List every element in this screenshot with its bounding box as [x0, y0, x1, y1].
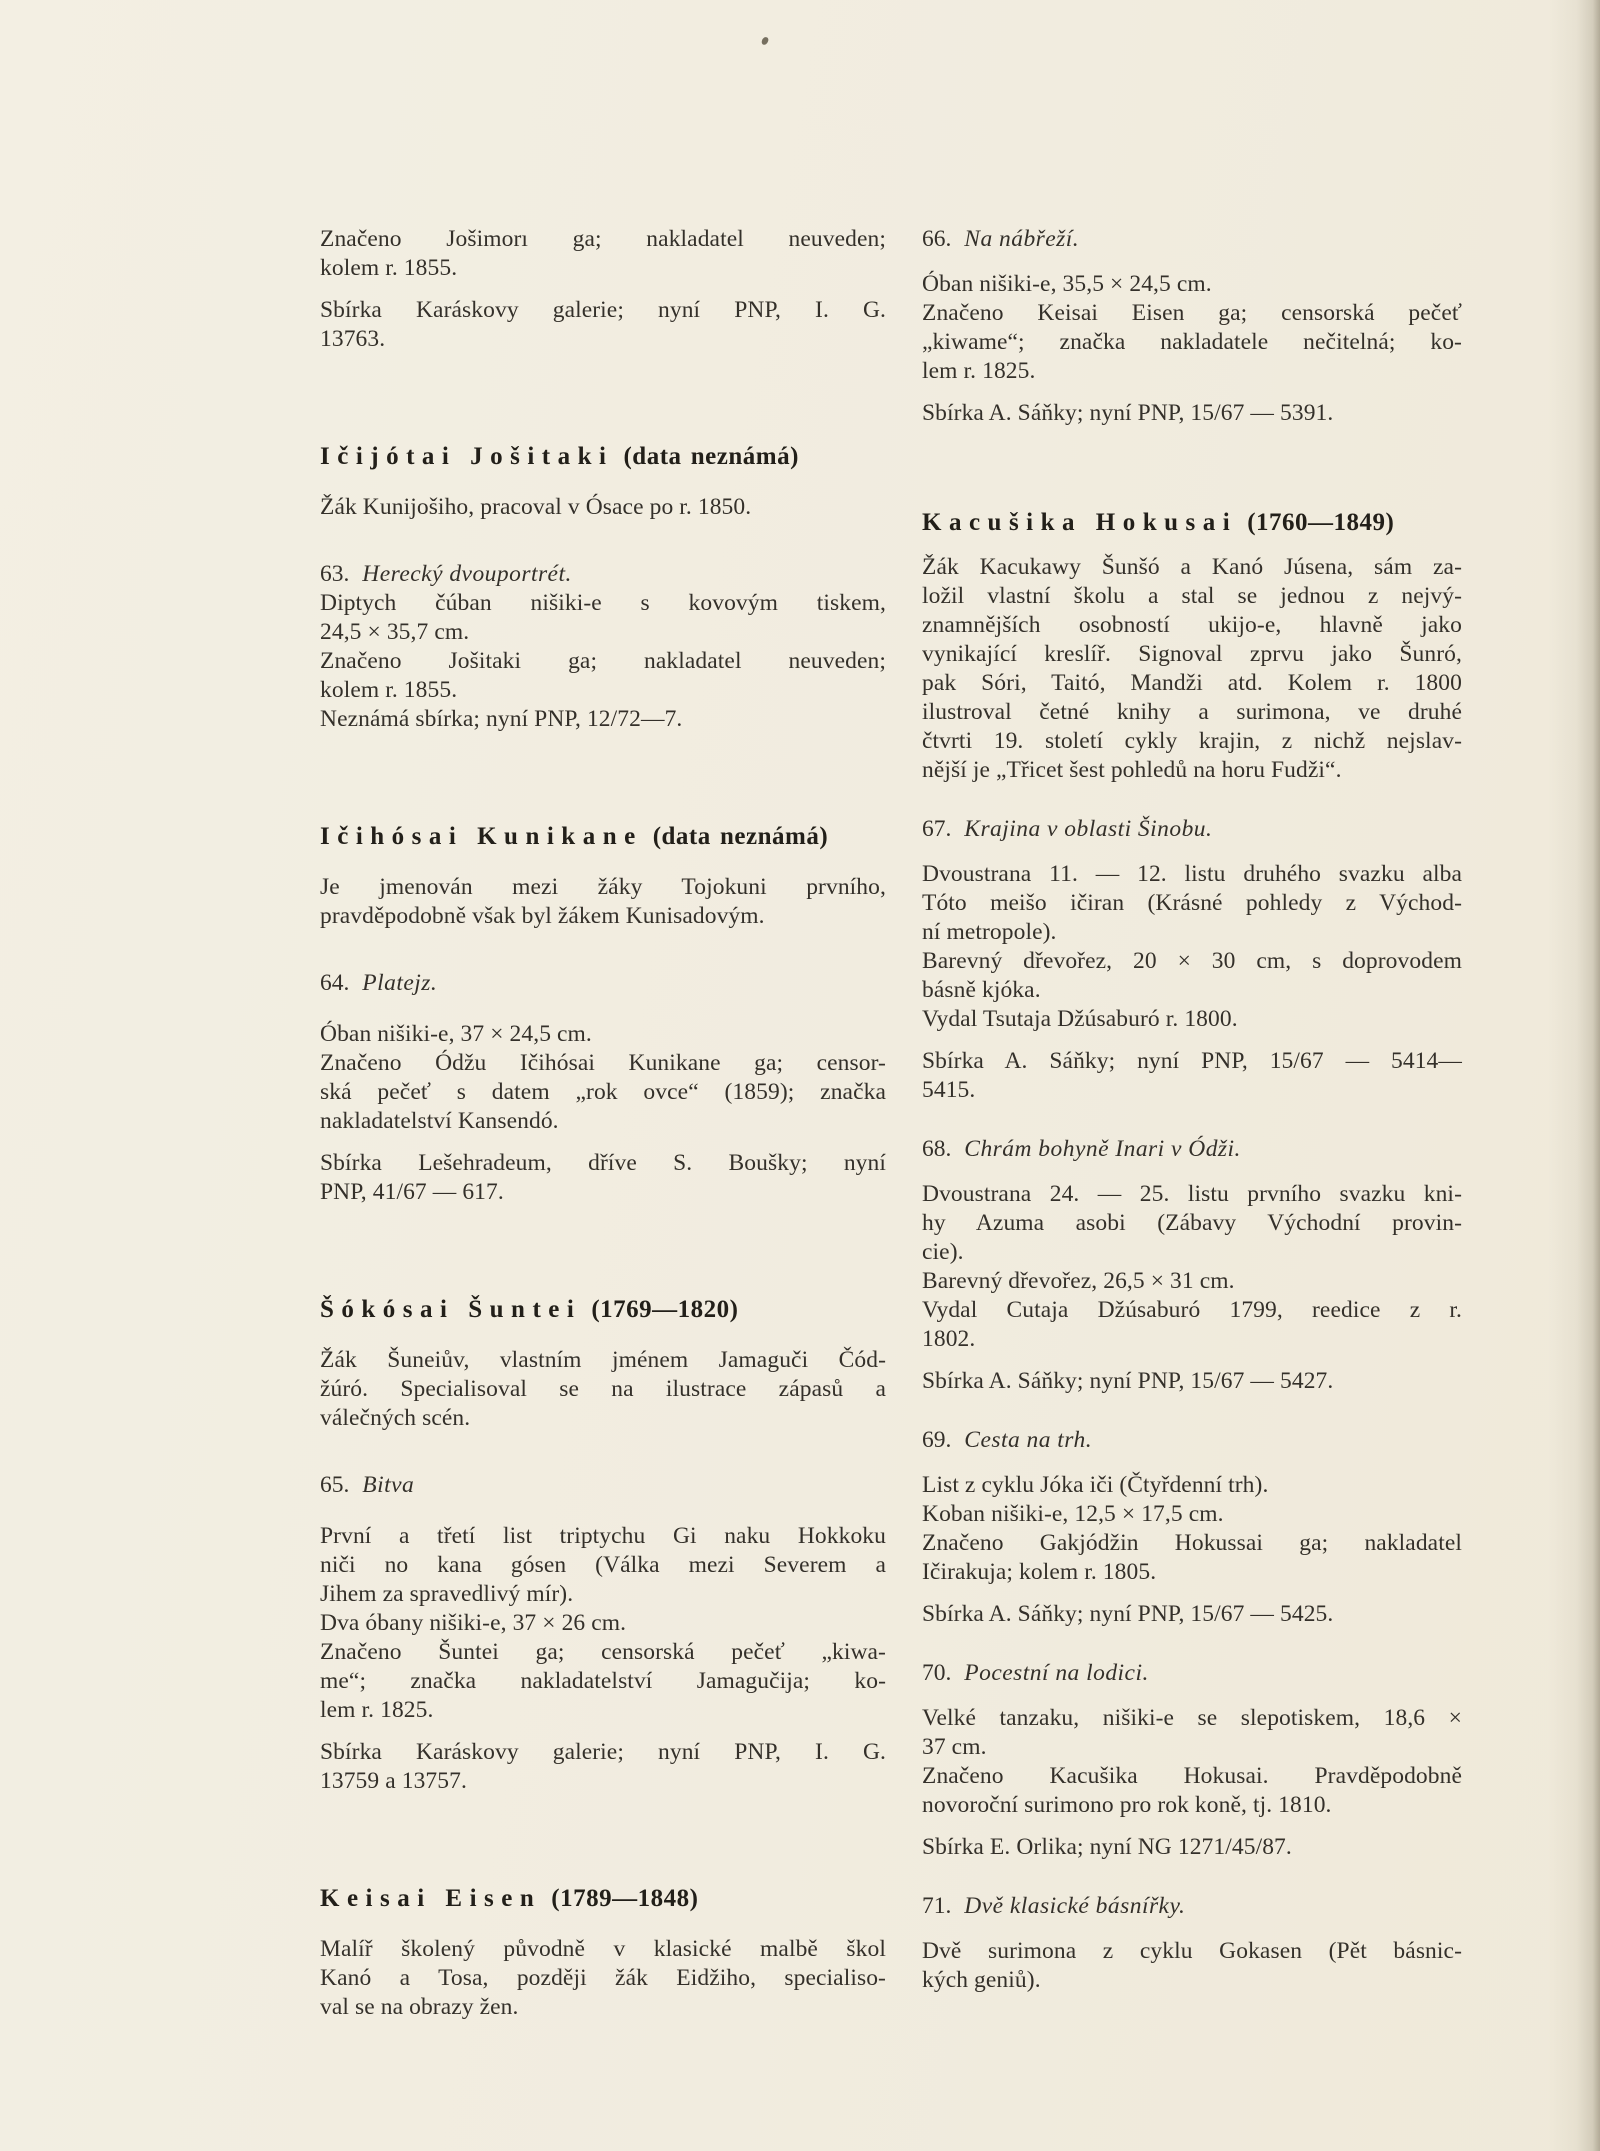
item-title-text: Krajina v oblasti Šinobu. — [964, 816, 1213, 842]
text-line: Je jmenován mezi žáky Tojokuni prvního, — [320, 874, 886, 900]
artist-dates: (data neznámá) — [652, 823, 829, 850]
text-line: 24,5 × 35,7 cm. — [320, 619, 470, 645]
text-block — [922, 1180, 1462, 1354]
text-block — [922, 860, 1462, 1034]
text-block — [320, 225, 886, 283]
text-line: me“; značka nakladatelství Jamagučija; ko- — [320, 1668, 886, 1694]
item-title — [320, 1471, 886, 1500]
artist-name: Ičihósai Kunikane — [320, 823, 643, 850]
text-line: Značeno Ódžu Ičihósai Kunikane ga; censor- — [320, 1050, 886, 1076]
artist-heading — [320, 1884, 886, 1913]
artist-heading — [320, 442, 886, 471]
artist-heading — [320, 1295, 886, 1324]
text-block — [320, 1346, 886, 1433]
artist-heading — [320, 822, 886, 851]
text-line: žúró. Specialisoval se na ilustrace zápasů a — [320, 1376, 886, 1402]
item-number: 65. — [320, 1472, 350, 1498]
ink-speck — [761, 36, 769, 45]
item-number: 64. — [320, 970, 350, 996]
item-number: 69. — [922, 1427, 952, 1453]
text-line: Jihem za spravedlivý mír). — [320, 1581, 574, 1607]
item-title-text: Pocestní na lodici. — [964, 1660, 1149, 1686]
text-line: Dva óbany nišiki-e, 37 × 26 cm. — [320, 1610, 627, 1636]
text-line: kolem r. 1855. — [320, 255, 458, 281]
text-line: Dvoustrana 11. — 12. listu druhého svazku alba — [922, 861, 1462, 887]
item-number: 71. — [922, 1893, 952, 1919]
text-block — [922, 1367, 1462, 1396]
item-title-text: Platejz. — [362, 970, 438, 996]
artist-name: Šókósai Šuntei — [320, 1296, 582, 1323]
text-block — [922, 270, 1462, 386]
text-block — [320, 1522, 886, 1725]
item-title — [922, 1426, 1462, 1455]
text-line: Óban nišiki-e, 37 × 24,5 cm. — [320, 1021, 592, 1047]
text-line: Dvoustrana 24. — 25. listu prvního svazku kni- — [922, 1181, 1462, 1207]
text-block — [320, 296, 886, 354]
text-block — [320, 493, 886, 522]
text-block — [320, 1149, 886, 1207]
text-line: Diptych čúban nišiki-e s kovovým tiskem, — [320, 590, 886, 616]
text-line: nakladatelství Kansendó. — [320, 1108, 559, 1134]
text-line: válečných scén. — [320, 1405, 471, 1431]
text-line: Sbírka E. Orlika; nyní NG 1271/45/87. — [922, 1834, 1292, 1860]
item-number: 70. — [922, 1660, 952, 1686]
text-line: 5415. — [922, 1077, 976, 1103]
text-line: Značeno Kacušika Hokusai. Pravděpodobně — [922, 1763, 1462, 1789]
item-title-text: Bitva — [362, 1472, 415, 1498]
text-line: ložil vlastní školu a stal se jednou z nejvý- — [922, 583, 1462, 609]
item-title — [922, 815, 1462, 844]
text-line: Vydal Tsutaja Džúsaburó r. 1800. — [922, 1006, 1238, 1032]
text-line: kolem r. 1855. — [320, 677, 458, 703]
text-line: cie). — [922, 1239, 964, 1265]
text-block — [922, 1937, 1462, 1995]
text-line: ilustroval četné knihy a surimona, ve druhé — [922, 699, 1462, 725]
text-line: ní metropole). — [922, 919, 1057, 945]
text-line: Neznámá sbírka; nyní PNP, 12/72—7. — [320, 706, 683, 732]
text-line: Sbírka A. Sáňky; nyní PNP, 15/67 — 5427. — [922, 1368, 1334, 1394]
text-line: Sbírka A. Sáňky; nyní PNP, 15/67 — 5391. — [922, 400, 1334, 426]
text-line: novoroční surimono pro rok koně, tj. 1810. — [922, 1792, 1332, 1818]
item-title-text: Cesta na trh. — [964, 1427, 1093, 1453]
text-line: Barevný dřevořez, 26,5 × 31 cm. — [922, 1268, 1235, 1294]
text-block — [922, 1047, 1462, 1105]
text-line: Sbírka Karáskovy galerie; nyní PNP, I. G. — [320, 297, 886, 323]
text-line: Barevný dřevořez, 20 × 30 cm, s doprovodem — [922, 948, 1462, 974]
text-block — [922, 1704, 1462, 1820]
artist-name: Ičijótai Jošitaki — [320, 443, 614, 470]
text-line: List z cyklu Jóka iči (Čtyřdenní trh). — [922, 1472, 1269, 1498]
text-line: pak Sóri, Taitó, Mandži atd. Kolem r. 1800 — [922, 670, 1462, 696]
text-line: 37 cm. — [922, 1734, 987, 1760]
text-line: Žák Kunijošiho, pracoval v Ósace po r. 1850. — [320, 494, 752, 520]
item-title-text: Chrám bohyně Inari v Ódži. — [964, 1136, 1241, 1162]
item-title — [922, 225, 1462, 254]
text-block — [320, 1020, 886, 1136]
item-number: 67. — [922, 816, 952, 842]
text-block — [922, 553, 1462, 785]
text-line: nější je „Třicet šest pohledů na horu Fudži“. — [922, 757, 1342, 783]
artist-dates: (1760—1849) — [1247, 509, 1395, 536]
text-line: Značeno Gakjódžin Hokussai ga; nakladatel — [922, 1530, 1462, 1556]
item-title-text: Na nábřeží. — [964, 226, 1080, 252]
text-line: kých geniů). — [922, 1967, 1041, 1993]
artist-dates: (1769—1820) — [591, 1296, 739, 1323]
text-line: Ičirakuja; kolem r. 1805. — [922, 1559, 1157, 1585]
text-line: Óban nišiki-e, 35,5 × 24,5 cm. — [922, 271, 1212, 297]
text-line: Vydal Cutaja Džúsaburó 1799, reedice z r. — [922, 1297, 1462, 1323]
text-block — [320, 873, 886, 931]
text-line: pravděpodobně však byl žákem Kunisadovým. — [320, 903, 765, 929]
text-line: znamnějších osobností ukijo-e, hlavně jako — [922, 612, 1462, 638]
item-number: 63. — [320, 561, 350, 587]
text-block — [320, 1738, 886, 1796]
text-line: Koban nišiki-e, 12,5 × 17,5 cm. — [922, 1501, 1224, 1527]
text-line: ská pečeť s datem „rok ovce“ (1859); značka — [320, 1079, 886, 1105]
text-line: Značeno Šuntei ga; censorská pečeť „kiwa- — [320, 1639, 886, 1665]
text-line: Žák Kacukawy Šunšó a Kanó Júsena, sám za- — [922, 554, 1462, 580]
text-line: Kanó a Tosa, později žák Eidžiho, specialiso- — [320, 1965, 886, 1991]
text-line: 13763. — [320, 326, 386, 352]
text-line: Značeno Jošimorı ga; nakladatel neuveden; — [320, 226, 886, 252]
text-line: lem r. 1825. — [320, 1697, 434, 1723]
text-line: Sbírka A. Sáňky; nyní PNP, 15/67 — 5414— — [922, 1048, 1462, 1074]
text-line: Značeno Jošitaki ga; nakladatel neuveden; — [320, 648, 886, 674]
text-line: Dvě surimona z cyklu Gokasen (Pět básnic- — [922, 1938, 1462, 1964]
item-number: 66. — [922, 226, 952, 252]
artist-dates: (data neznámá) — [623, 443, 799, 470]
item-title — [922, 1892, 1462, 1921]
text-line: básně kjóka. — [922, 977, 1041, 1003]
item-title-text: Dvě klasické básnířky. — [964, 1893, 1186, 1919]
text-line: 1802. — [922, 1326, 976, 1352]
text-line: „kiwame“; značka nakladatele nečitelná; ko- — [922, 329, 1462, 355]
item-title-text: Herecký dvouportrét. — [362, 561, 572, 587]
text-block — [922, 1471, 1462, 1587]
text-line: lem r. 1825. — [922, 358, 1036, 384]
text-line: Žák Šuneiův, vlastním jménem Jamaguči Čód- — [320, 1347, 886, 1373]
text-line: hy Azuma asobi (Zábavy Východní provin- — [922, 1210, 1462, 1236]
item-title — [922, 1659, 1462, 1688]
text-line: niči no kana gósen (Válka mezi Severem a — [320, 1552, 886, 1578]
text-line: Sbírka Karáskovy galerie; nyní PNP, I. G. — [320, 1739, 886, 1765]
text-line: První a třetí list triptychu Gi naku Hokkoku — [320, 1523, 886, 1549]
item-number: 68. — [922, 1136, 952, 1162]
text-line: Značeno Keisai Eisen ga; censorská pečeť — [922, 300, 1462, 326]
text-line: PNP, 41/67 — 617. — [320, 1179, 504, 1205]
text-line: 13759 a 13757. — [320, 1768, 467, 1794]
text-block — [320, 589, 886, 734]
right-column — [922, 225, 1462, 1995]
text-line: Sbírka A. Sáňky; nyní PNP, 15/67 — 5425. — [922, 1601, 1334, 1627]
text-line: čtvrti 19. století cykly krajin, z nichž nejslav- — [922, 728, 1462, 754]
text-block — [320, 1935, 886, 2022]
text-line: Tóto meišo ičiran (Krásné pohledy z Východ- — [922, 890, 1462, 916]
artist-heading — [922, 508, 1462, 537]
item-title — [320, 969, 886, 998]
text-line: vynikající kreslíř. Signoval zprvu jako Šunró, — [922, 641, 1462, 667]
text-line: Malíř školený původně v klasické malbě škol — [320, 1936, 886, 1962]
artist-dates: (1789—1848) — [551, 1885, 699, 1912]
artist-name: Keisai Eisen — [320, 1885, 542, 1912]
text-line: Sbírka Lešehradeum, dříve S. Boušky; nyní — [320, 1150, 886, 1176]
text-line: val se na obrazy žen. — [320, 1994, 519, 2020]
text-block — [922, 1600, 1462, 1629]
text-line: Velké tanzaku, nišiki-e se slepotiskem, 18,6 × — [922, 1705, 1462, 1731]
item-title — [320, 560, 886, 589]
text-block — [922, 1833, 1462, 1862]
left-column — [320, 225, 886, 2022]
text-block — [922, 399, 1462, 428]
page-edge-shadow — [1548, 0, 1600, 2151]
item-title — [922, 1135, 1462, 1164]
artist-name: Kacušika Hokusai — [922, 509, 1238, 536]
